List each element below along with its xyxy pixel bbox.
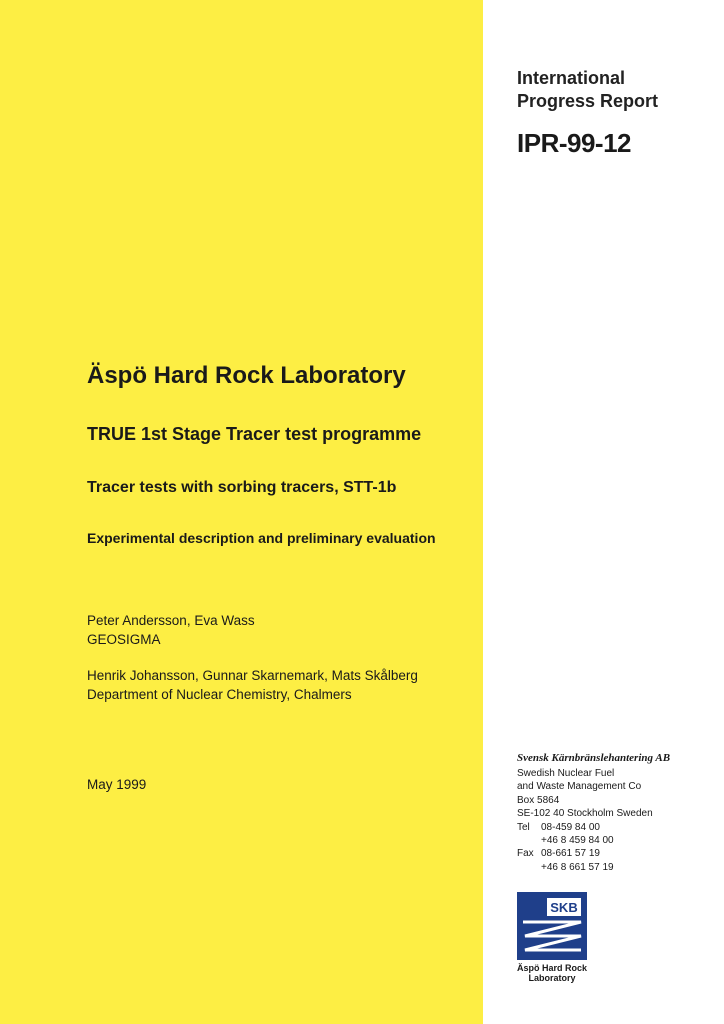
logo-caption [510, 963, 594, 983]
logo-caption-line-1: Äspö Hard Rock [516, 963, 587, 973]
document-title: Äspö Hard Rock Laboratory [87, 362, 406, 389]
fax-row [517, 847, 653, 860]
publication-date: May 1999 [87, 777, 147, 792]
document-subtitle-3: Experimental description and preliminary evaluation [87, 530, 436, 546]
author-names: Peter Andersson, Eva Wass [87, 613, 255, 628]
telephone-number-intl: +46 8 459 84 00 [541, 835, 614, 847]
series-line-1: International [517, 68, 626, 88]
publisher-contact [517, 767, 653, 874]
publisher-name: Svensk Kärnbränslehantering AB [517, 752, 671, 764]
fax-row-intl [517, 861, 653, 874]
document-subtitle-2: Tracer tests with sorbing tracers, STT-1b [87, 479, 397, 496]
author-affiliation: Department of Nuclear Chemistry, Chalmers [87, 687, 352, 702]
publisher-line: and Waste Management Co [517, 781, 642, 793]
skb-logo [517, 892, 587, 960]
author-affiliation: GEOSIGMA [87, 632, 161, 647]
logo-caption-line-2: Laboratory [528, 973, 576, 983]
fax-number-intl: +46 8 661 57 19 [541, 861, 614, 873]
telephone-row [517, 821, 653, 834]
publisher-address: SE-102 40 Stockholm Sweden [517, 808, 653, 820]
document-subtitle-1: TRUE 1st Stage Tracer test programme [87, 424, 422, 444]
telephone-row-intl [517, 834, 653, 847]
logo-text: SKB [550, 900, 578, 915]
author-block-1 [87, 611, 255, 649]
publisher-line: Swedish Nuclear Fuel [517, 768, 615, 779]
fax-label: Fax [517, 848, 534, 860]
report-series [517, 67, 658, 113]
author-names: Henrik Johansson, Gunnar Skarnemark, Mats Skålberg [87, 668, 418, 683]
author-block-2 [87, 666, 418, 704]
telephone-label: Tel [517, 821, 530, 833]
telephone-number: 08-459 84 00 [541, 821, 600, 833]
series-line-2: Progress Report [517, 91, 659, 111]
publisher-line: Box 5864 [517, 794, 560, 806]
skb-logo-icon [517, 892, 587, 960]
fax-number: 08-661 57 19 [541, 848, 600, 860]
report-number: IPR-99-12 [517, 128, 631, 158]
